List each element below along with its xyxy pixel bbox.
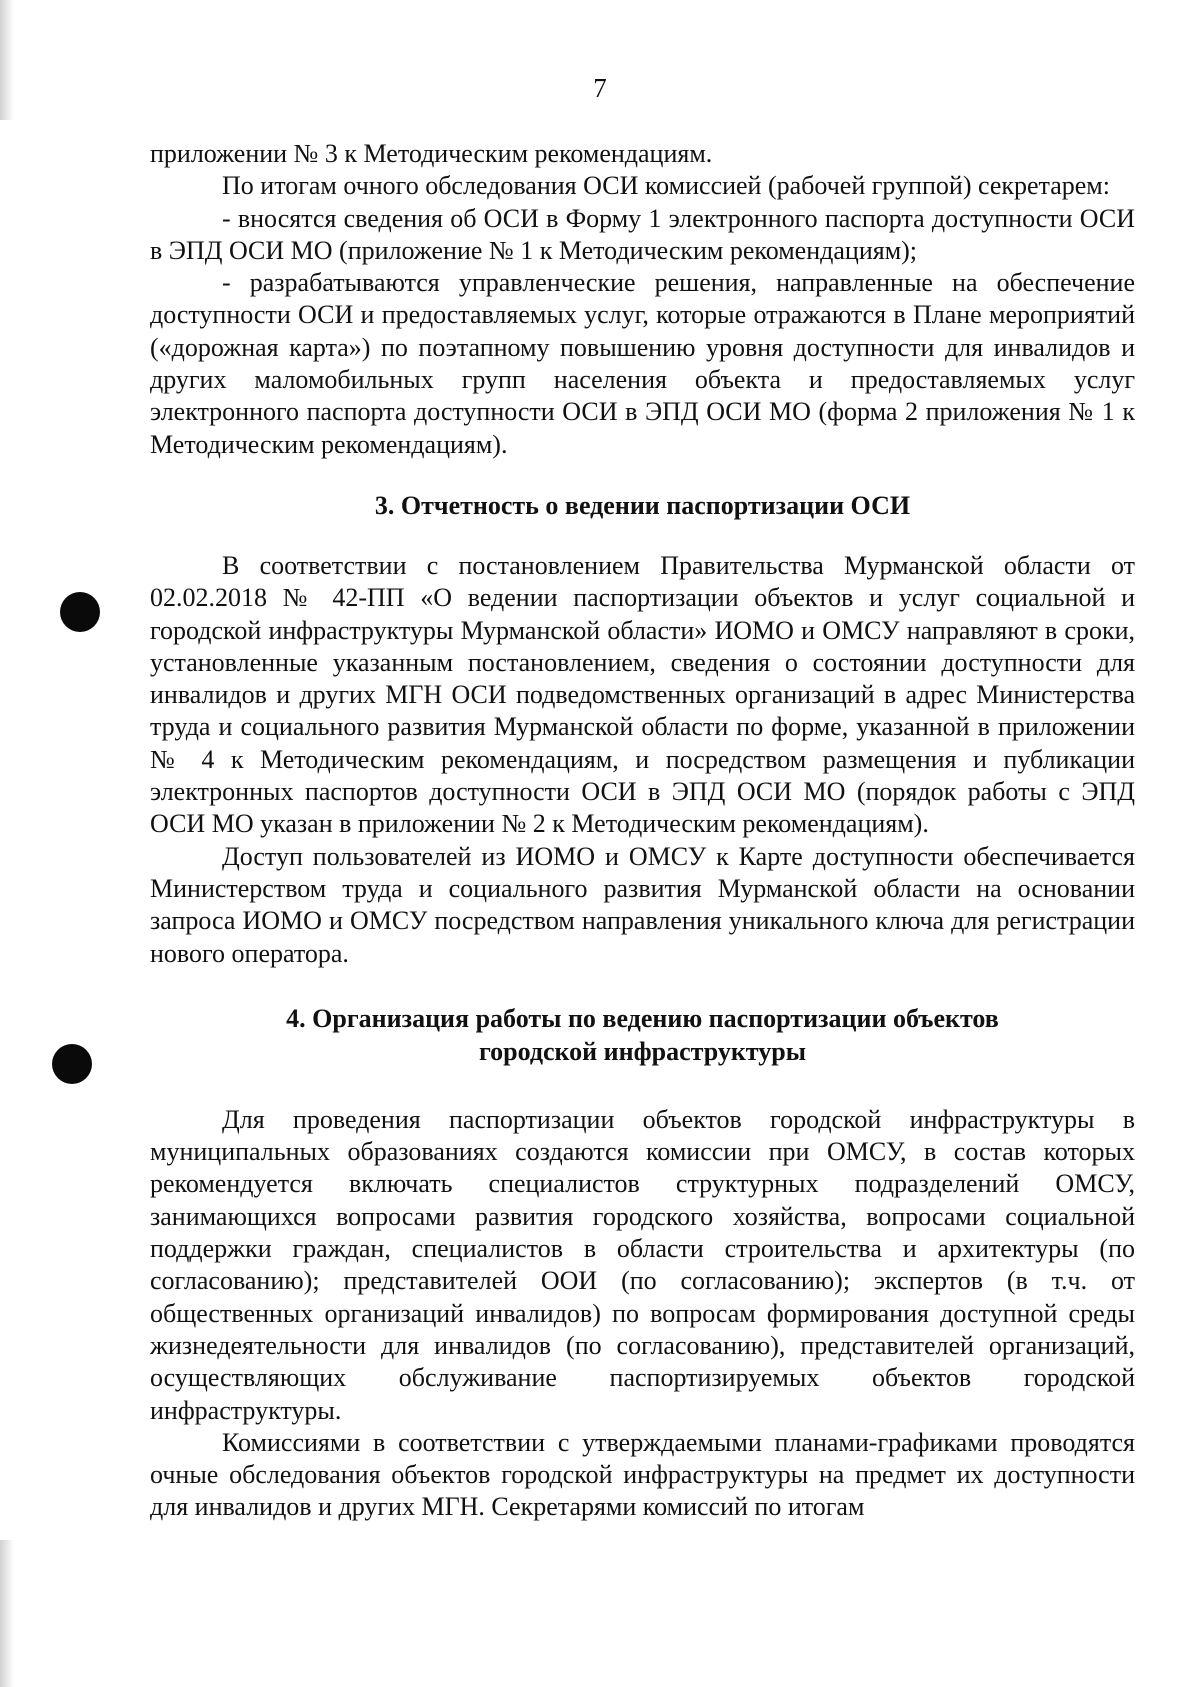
section-4-heading-line-2: городской инфраструктуры (478, 1036, 806, 1066)
punch-hole (52, 1044, 92, 1084)
paragraph-continuation: приложении № 3 к Методическим рекомендациям. (150, 139, 713, 168)
paragraph: В соответствии с постановлением Правительства Мурманской области от 02.02.2018 № 42-ПП «О ведении паспортизации объектов и услуг социальной и городской инфраструктуры Мурманской области» ИОМО и ОМСУ направляют в сроки, установленные указанным постановлением, сведения о состоянии доступности для инвалидов и других МГН ОСИ подведомственных организаций в адрес Министерства труда и социального развития Мурманской области по форме, указанной в приложении № 4 к Методическим рекомендациям, и посредством размещения и публикации электронных паспортов доступности ОСИ в ЭПД ОСИ МО (порядок работы с ЭПД ОСИ МО указан в приложении № 2 к Методическим рекомендациям). (150, 550, 1135, 839)
paragraph: Для проведения паспортизации объектов городской инфраструктуры в муниципальных образованиях создаются комиссии при ОМСУ, в состав которых рекомендуется включать специалистов структурных подразделений ОМСУ, занимающихся вопросами развития городского хозяйства, вопросами социальной поддержки граждан, специалистов в области строительства и архитектуры (по согласованию); представителей ООИ (по согласованию); экспертов (в т.ч. от общественных организаций инвалидов) по вопросам формирования доступной среды жизнедеятельности для инвалидов (по согласованию), представителей организаций, осуществляющих обслуживание паспортизируемых объектов городской инфраструктуры. (150, 1104, 1135, 1425)
section-4-heading-block (150, 1002, 1135, 1068)
paragraph-list-item: - разрабатываются управленческие решения, направленные на обеспечение доступности ОСИ и предоставляемых услуг, которые отражаются в Плане мероприятий («дорожная карта») по поэтапному повышению уровня доступности для инвалидов и других маломобильных групп населения объекта и предоставляемых услуг электронного паспорта доступности ОСИ в ЭПД ОСИ МО (форма 2 приложения № 1 к Методическим рекомендациям). (150, 268, 1135, 459)
section-3-heading-block (150, 489, 1135, 522)
paragraph-list-item: - вносятся сведения об ОСИ в Форму 1 электронного паспорта доступности ОСИ в ЭПД ОСИ МО (приложение № 1 к Методическим рекомендациям); (150, 203, 1135, 265)
section-4-heading-line-1: 4. Организация работы по ведению паспортизации объектов (286, 1003, 999, 1033)
paragraph: Комиссиями в соответствии с утверждаемыми планами-графиками проводятся очные обследования объектов городской инфраструктуры на предмет их доступности для инвалидов и других МГН. Секретарями комиссий по итогам (150, 1427, 1135, 1522)
paragraph: По итогам очного обследования ОСИ комиссией (рабочей группой) секретарем: (222, 171, 1110, 201)
page-number: 7 (593, 73, 607, 103)
paragraph: Доступ пользователей из ИОМО и ОМСУ к Карте доступности обеспечивается Министерством труда и социального развития Мурманской области на основании запроса ИОМО и ОМСУ посредством направления уникального ключа для регистрации нового оператора. (150, 841, 1135, 968)
punch-hole (60, 592, 100, 632)
document-body (150, 138, 1135, 1524)
scan-edge-bottom (0, 1540, 14, 1687)
section-3-heading: 3. Отчетность о ведении паспортизации ОСИ (374, 490, 911, 520)
